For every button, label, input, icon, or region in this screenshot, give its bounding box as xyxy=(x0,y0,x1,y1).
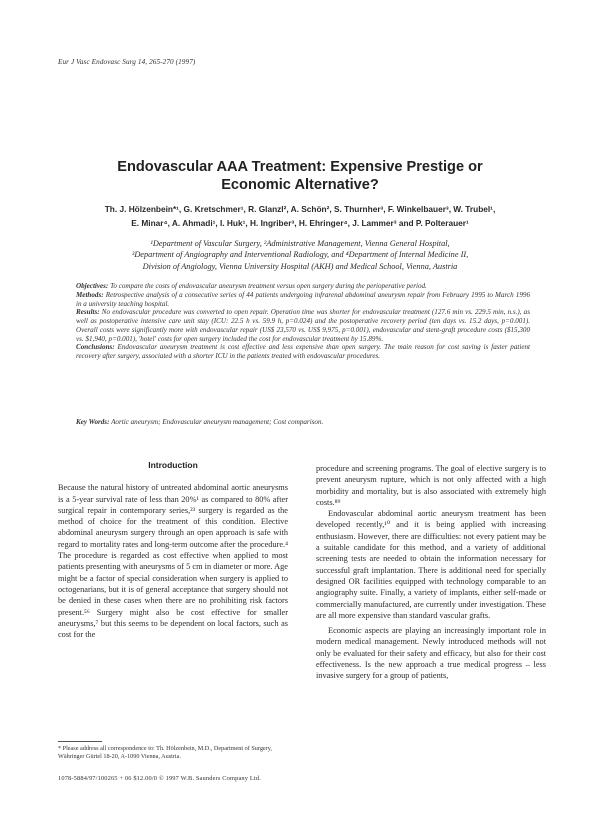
title-line-1: Endovascular AAA Treatment: Expensive Prestige or xyxy=(117,159,483,175)
keywords-text: Aortic aneurysm; Endovascular aneurysm management; Cost comparison. xyxy=(111,418,324,426)
abstract-objectives xyxy=(76,282,530,291)
results-label: Results: xyxy=(76,308,100,317)
methods-label: Methods: xyxy=(76,290,104,299)
abstract xyxy=(76,282,530,361)
paper-title xyxy=(60,158,540,194)
journal-reference: Eur J Vasc Endovasc Surg 14, 265-270 (1997) xyxy=(58,58,196,66)
affiliation-line-3: Division of Angiology, Vienna University Hospital (AKH) and Medical School, Vienna, Austria xyxy=(142,261,458,271)
results-text: No endovascular procedure was converted to open repair. Operation time was shorter for endovascular treatment (127.6 min vs. 229.5 min, n.s.), as well as postoperative intensive care unit stay (ICU: 22.5 h vs. 59.9 h, p=0.024) and the postoperative recovery period (ten days vs. 15.2 days, p=0.001). Overall costs were significantly more with endovascular repair (US$ 23,570 vs. US$ 9,975, p=0.001), endovascular and stent-graft procedure costs ($15,300 vs. $1,940, p=0.001), 'hotel' costs for open surgery included the cost for endovascular treatment by 15.89%. xyxy=(76,308,530,343)
objectives-label: Objectives: xyxy=(76,282,109,290)
conclusions-label: Conclusions: xyxy=(76,343,115,352)
right-paragraph-3: Economic aspects are playing an increasingly important role in modern medical management. Newly introduced methods will not only be evaluated for their safety and efficacy, but also for their cost effectiveness. Is the new approach a true medical progress – less invasive surgery for a group of patients, xyxy=(316,626,546,681)
footnote: * Please address all correspondence to: Th. Hölzenbein, M.D., Department of Surgery, Währinger Gürtel 18-20, A-1090 Vienna, Austria. xyxy=(58,745,272,760)
keywords xyxy=(76,418,530,426)
authors-line-2: E. Minar⁴, A. Ahmadi¹, I. Huk¹, H. Ingriber³, H. Ehringer⁴, J. Lammer³ and P. Polterauer¹ xyxy=(131,218,469,228)
right-paragraph-1: procedure and screening programs. The goal of elective surgery is to prevent aneurysm rupture, which is not only affected with a high morbidity and mortality, but is also associated with extremely high costs.⁸⁹ xyxy=(316,464,546,507)
left-column xyxy=(58,460,288,640)
introduction-heading: Introduction xyxy=(148,460,198,470)
title-line-2: Economic Alternative? xyxy=(221,177,379,193)
abstract-methods xyxy=(76,291,530,309)
abstract-results xyxy=(76,308,530,343)
affiliations xyxy=(70,238,530,272)
keywords-label: Key Words: xyxy=(76,418,110,426)
affiliation-line-1: ¹Department of Vascular Surgery, ²Administrative Management, Vienna General Hospital, xyxy=(150,239,450,248)
affiliation-line-2: ³Department of Angiography and Interventional Radiology, and ⁴Department of Internal Medicine II, xyxy=(131,250,469,260)
left-paragraph-1: Because the natural history of untreated abdominal aortic aneurysms is a 5-year survival rate of less than 20%¹ as compared to 80% after surgical repair in contemporary series,²³ surgery is regarded as the method of choice for the treatment of this condition. Elective abdominal aneurysm surgery through an open approach is safe with regard to mortality rates and long-term outcome after the procedure.⁴ The procedure is regarded as cost effective when applied to most patients presenting with aneurysms of 5 cm in diameter or more. Age might be a factor of special consideration when surgery is applied to octogenarians, but it is of general acceptance that surgery should not be denied in these cases when there are no prohibiting risk factors present.⁵⁶ Surgery might also be cost effective for smaller aneurysms,⁷ but this seems to be dependent on local factors, such as cost for the xyxy=(58,483,288,640)
copyright-line: 1078-5884/97/100265 + 06 $12.00/0 © 1997 W.B. Saunders Company Ltd. xyxy=(58,775,261,782)
objectives-text: To compare the costs of endovascular aneurysm treatment versus open surgery during the perioperative period. xyxy=(110,282,427,290)
authors-line-1: Th. J. Hölzenbein*¹, G. Kretschmer¹, R. Glanzl², A. Schön², S. Thurnher³, F. Winkelbauer³, W. Trubel¹, xyxy=(104,204,496,214)
author-list xyxy=(64,202,536,230)
right-paragraph-2: Endovascular abdominal aortic aneurysm treatment has been developed recently,¹⁰ and it is being applied with increasing enthusiasm. However, there are difficulties: not every patient may be a suitable candidate for this method, and a variety of additional screening tests are needed to obtain the information necessary for successful graft implantation. There is additional need for specially designed OR facilities equipped with technology comparable to an angiography suite. Finally, a variety of implants, either self-made or commercially manufactured, are currently under investigation. These are all more expensive than standard vascular grafts. xyxy=(316,509,546,620)
conclusions-text: Endovascular aneurysm treatment is cost effective and less expensive than open surgery. The main reason for cost saving is faster patient recovery after surgery, associated with a shorter ICU in the patients treated with endovascular procedures. xyxy=(76,343,530,360)
abstract-conclusions xyxy=(76,343,530,361)
methods-text: Retrospective analysis of a consecutive series of 44 patients undergoing infrarenal abdominal aneurysm repair from February 1995 to March 1996 in a university teaching hospital. xyxy=(76,290,530,308)
right-column xyxy=(316,463,546,682)
footnote-divider xyxy=(58,741,102,742)
